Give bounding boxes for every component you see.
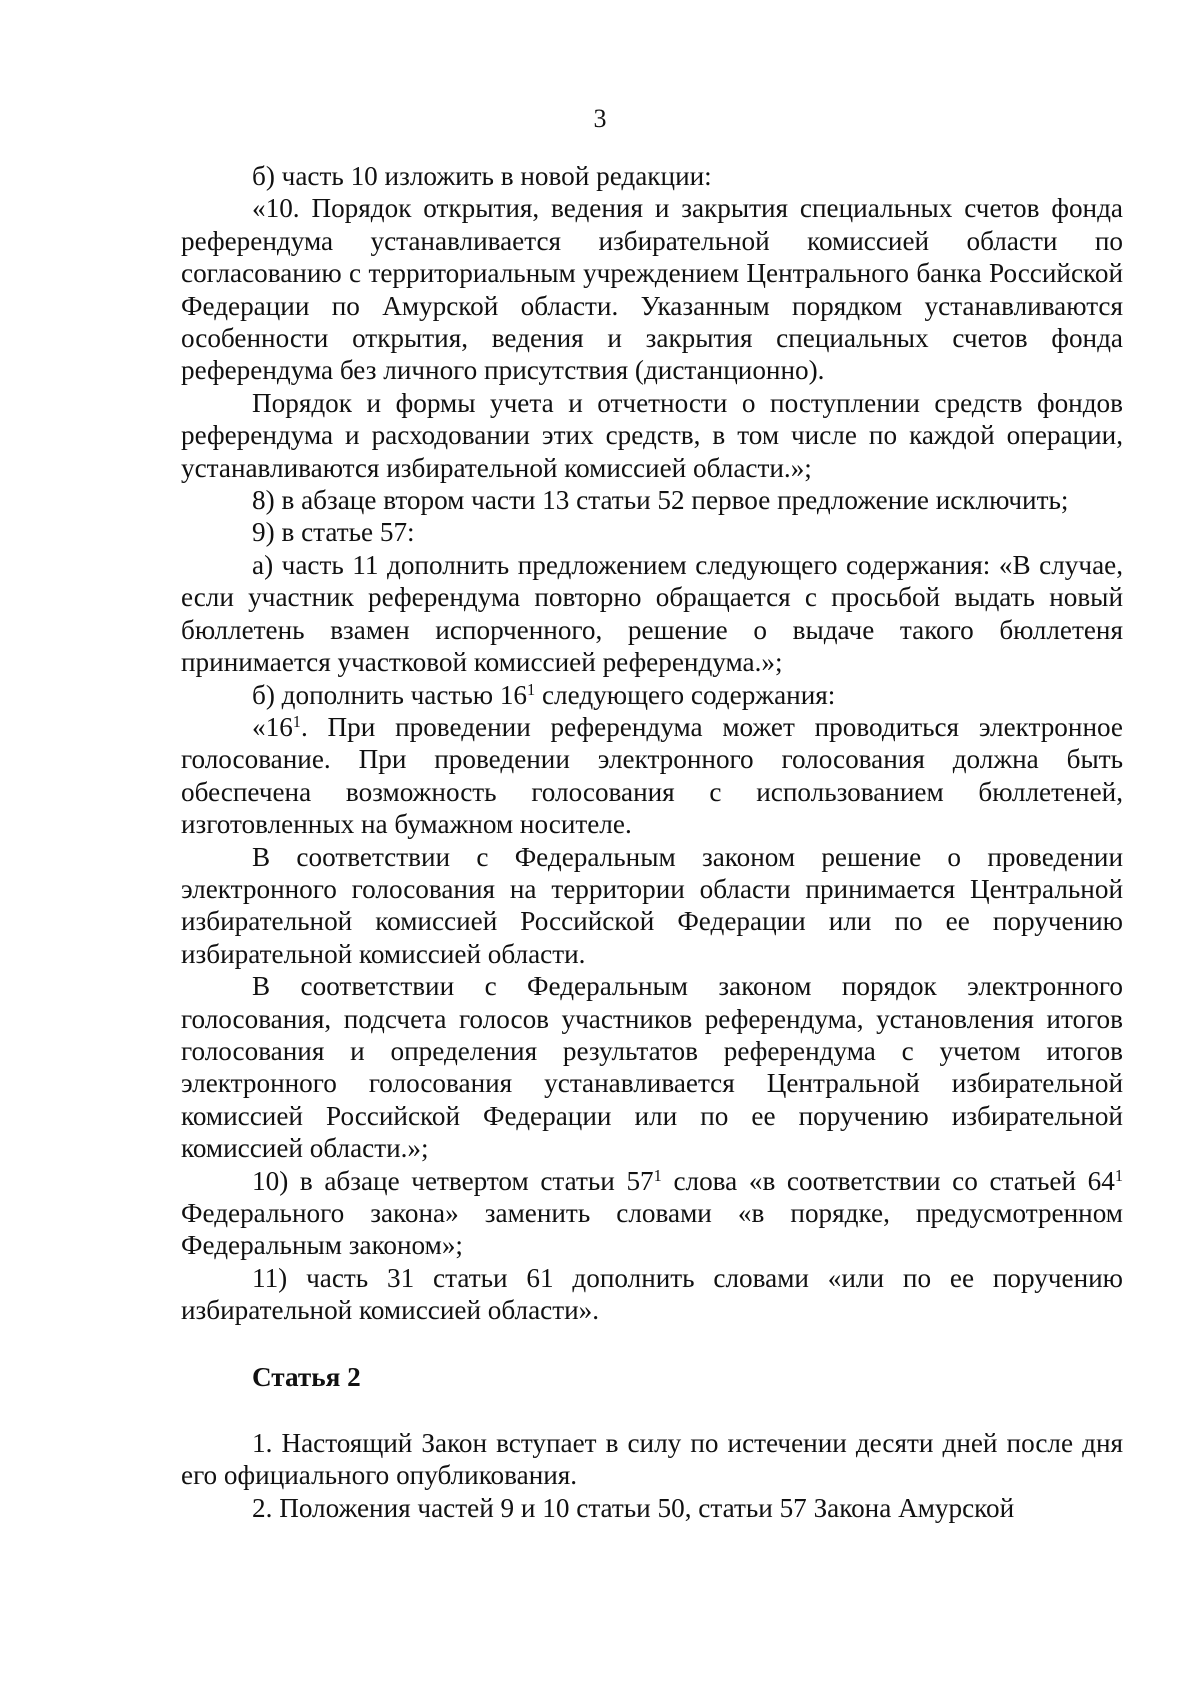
paragraph-text: Федерального закона» заменить словами «в порядке, предусмотренном Федеральным законом»;: [181, 1198, 1123, 1261]
superscript: 1: [653, 1165, 662, 1185]
paragraph: 11) часть 31 статьи 61 дополнить словами «или по ее поручению избирательной комиссией области».: [181, 1262, 1123, 1326]
paragraph: 1. Настоящий Закон вступает в силу по истечении десяти дней после дня его официального опубликования.: [181, 1428, 1123, 1491]
paragraph: В соответствии с Федеральным законом порядок электронного голосования, подсчета голосов участников референдума, установления итогов голосования и определения результатов референдума с учетом итогов электронного голосования устанавливается Центральной избирательной комиссией Российской Федерации или по ее поручению избирательной комиссией области.»;: [181, 971, 1123, 1164]
paragraph-text: «16: [252, 711, 293, 742]
paragraph-text: . При проведении референдума может проводиться электронное голосование. При проведении электронного голосования должна быть обеспечена возможность голосования с использованием бюллетеней, изготовленных на бумажном носителе.: [181, 711, 1123, 840]
paragraph-text: следующего содержания:: [535, 679, 836, 710]
article-heading: Статья 2: [252, 1361, 361, 1392]
page-number: 3: [593, 104, 607, 133]
paragraph-text: слова «в соответствии со статьей 64: [661, 1165, 1115, 1196]
paragraph: а) часть 11 дополнить предложением следующего содержания: «В случае, если участник референдума повторно обращается с просьбой выдать новый бюллетень взамен испорченного, решение о выдаче такого бюллетеня принимается участковой комиссией референдума.»;: [181, 549, 1123, 678]
paragraph: В соответствии с Федеральным законом решение о проведении электронного голосования на территории области принимается Центральной избирательной комиссией Российской Федерации или по ее поручению избирательной комиссией области.: [181, 841, 1123, 969]
paragraph: 2. Положения частей 9 и 10 статьи 50, статьи 57 Закона Амурской: [252, 1492, 1015, 1523]
superscript: 1: [1114, 1165, 1124, 1185]
paragraph: 9) в статье 57:: [252, 517, 415, 548]
paragraph: [181, 711, 1123, 841]
paragraph: [181, 679, 1123, 711]
document-body: [181, 160, 1123, 1524]
paragraph: Порядок и формы учета и отчетности о поступлении средств фондов референдума и расходовании этих средств, в том числе по каждой операции, устанавливаются избирательной комиссией области.»;: [181, 387, 1123, 483]
paragraph: [181, 1165, 1123, 1262]
paragraph: «10. Порядок открытия, ведения и закрытия специальных счетов фонда референдума устанавливается избирательной комиссией области по согласованию с территориальным учреждением Центрального банка Российской Федерации по Амурской области. Указанным порядком устанавливаются особенности открытия, ведения и закрытия специальных счетов фонда референдума без личного присутствия (дистанционно).: [181, 193, 1123, 386]
paragraph: 8) в абзаце втором части 13 статьи 52 первое предложение исключить;: [252, 485, 1069, 516]
paragraph-text: 10) в абзаце четвертом статьи 57: [252, 1165, 654, 1196]
superscript: 1: [527, 679, 536, 699]
paragraph-text: б) дополнить частью 16: [252, 679, 528, 710]
paragraph: б) часть 10 изложить в новой редакции:: [252, 161, 712, 191]
superscript: 1: [292, 711, 301, 731]
